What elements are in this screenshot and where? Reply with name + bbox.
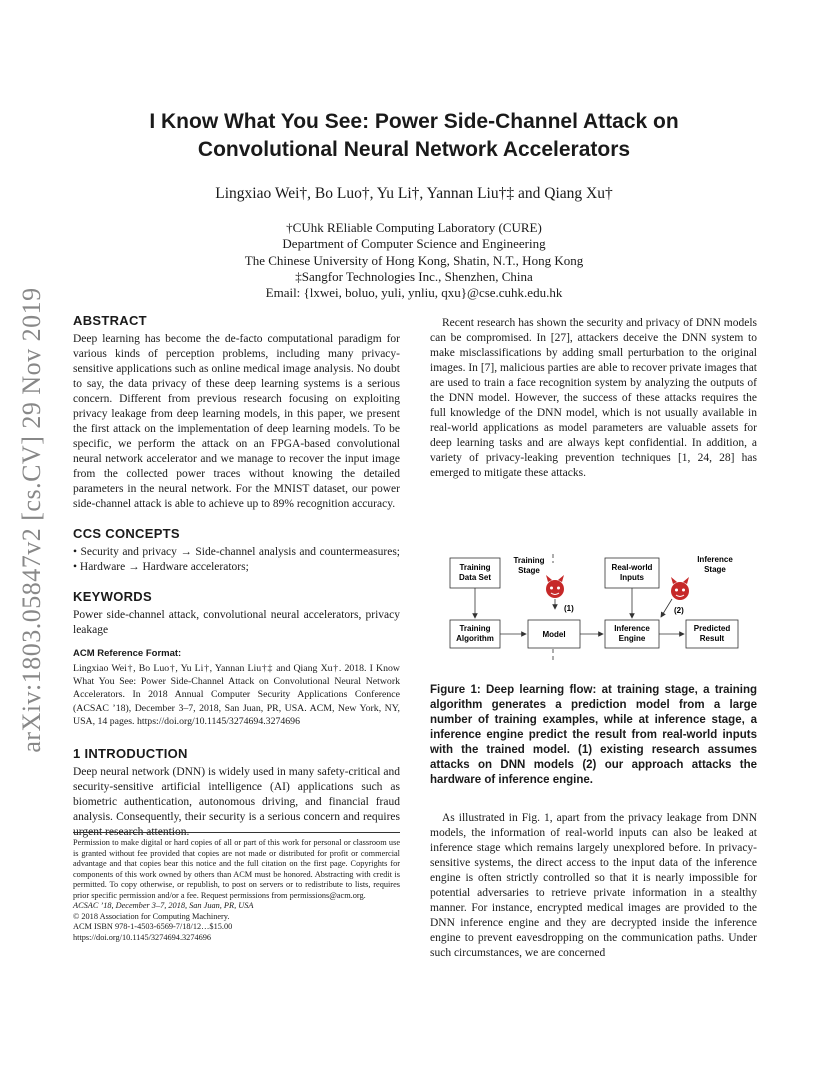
intro-continuation [430,811,757,961]
inference-stage-label: Inference [697,555,733,564]
figure-1-diagram [440,553,770,663]
acm-reference-heading: ACM Reference Format: [73,648,182,659]
inference-engine-label: Inference [614,624,650,633]
svg-text:Stage: Stage [518,566,540,575]
intro-paragraph-2: Recent research has shown the security and privacy of DNN models can be compromised. In [27], attackers deceive the DNN system to make misclassifications by adding small perturbation to the original images. In [7], malicious parties are able to recover private images that are used to train a face recognition system by analyzing the outputs of the DNN model. However, the success of these attacks requires the full knowledge of the DNN model, which is not usually available in real-world applications as model parameters are valuable assets for deep learning tasks and are always kept confidential. In addition, a variety of privacy-leaking prevention techniques [1, 24, 28] has emerged to mitigate these attacks. [430,317,757,479]
authors: Lingxiao Wei†, Bo Luo†, Yu Li†, Yannan Liu†‡ and Qiang Xu† [215,185,613,202]
intro-paragraph-1: Deep neural network (DNN) is widely used in many safety-critical and security-sensitive artificial intelligence (AI) applications such as biometric authentication, autonomous driving, and financial fraud analysis. Consequently, their security is a serious concern and requires urgent research attention. [73,766,400,839]
training-data-set-label: Training [459,563,491,572]
predicted-result-label: Predicted [693,624,731,633]
devil-icon [671,577,689,600]
conference-line: ACSAC ’18, December 3–7, 2018, San Juan, PR, USA [73,901,254,910]
keywords-heading: KEYWORDS [73,589,152,604]
affiliations [0,220,828,301]
svg-text:Data Set: Data Set [458,573,492,582]
affiliation-line: Department of Computer Science and Engineering [282,236,546,252]
title-line-2: Convolutional Neural Network Accelerators [197,138,631,161]
intro-heading: 1 INTRODUCTION [73,746,188,762]
affiliation-line: ‡Sangfor Technologies Inc., Shenzhen, China [295,268,533,284]
marker-1: (1) [564,604,574,613]
intro-paragraph-3: As illustrated in Fig. 1, apart from the privacy leakage from DNN models, the information of real-world inputs can also be leaked at inference stage which remains largely unexplored before. In privacy-sensitive systems, the direct access to the input data of the inference engine is often strictly controlled so that it is nearly impossible for potential adversaries to retrieve private information in a stealthy manner. For instance, encrypted medical images are provided to the DNN inference engine and they are decrypted inside the inference engine to prevent eavesdropping on the communication paths. Under such circumstances, we are concerned [430,812,757,959]
svg-text:Stage: Stage [704,565,726,574]
training-stage-label: Training [513,556,545,565]
training-algorithm-label: Training [459,624,491,633]
svg-text:Engine: Engine [618,634,646,643]
keywords-text: Power side-channel attack, convolutional neural accelerators, privacy leakage [73,609,400,636]
abstract-heading: ABSTRACT [73,313,147,328]
ccs-heading: CCS CONCEPTS [73,526,180,541]
copyright-line: © 2018 Association for Computing Machinery. [73,911,230,921]
permission-text: Permission to make digital or hard copies of all or part of this work for personal or classroom use is granted without fee provided that copies are not made or distributed for profit or commercial advantage and that copies bear this notice and the full citation on the first page. Copyrights for components of this work owned by others than ACM must be honored. Abstracting with credit is permitted. To copy otherwise, or republish, to post on servers or to redistribute to lists, requires prior specific permission and/or a fee. Request permissions from permissions@acm.org. [73,838,400,900]
svg-text:Inputs: Inputs [620,573,644,582]
doi-line: https://doi.org/10.1145/3274694.3274696 [73,932,212,942]
marker-2: (2) [674,606,684,615]
ccs-text: • Security and privacy → Side-channel analysis and countermeasures; • Hardware → Hardware accelerators; [73,546,400,573]
svg-text:Algorithm: Algorithm [456,634,494,643]
copyright-footnote [73,832,400,943]
arxiv-stamp: arXiv:1803.05847v2 [cs.CV] 29 Nov 2019 [17,287,46,753]
right-column [430,316,757,481]
paper-title [0,108,828,164]
isbn-line: ACM ISBN 978-1-4503-6569-7/18/12…$15.00 [73,922,233,931]
svg-text:Result: Result [699,634,725,643]
figure-caption: Figure 1: Deep learning flow: at training stage, a training algorithm generates a prediction model from a large number of training examples, while at inference stage, a inference engine predict the result from real-world inputs with the trained model. (1) existing research assumes attacks on DNN models (2) our approach attacks the hardware of inference engine. [430,684,757,786]
real-world-inputs-label: Real-world [611,563,653,572]
affiliation-line: The Chinese University of Hong Kong, Shatin, N.T., Hong Kong [244,252,584,268]
affiliation-line: †CUhk REliable Computing Laboratory (CURE) [286,220,542,235]
abstract-text: Deep learning has become the de-facto computational paradigm for various kinds of perception problems, including many privacy-sensitive applications such as online medical image analysis. No doubt to say, the data privacy of these deep learning systems is a serious concern. Different from previous research focusing on exploiting privacy leakage from deep learning models, in this paper, we present the first attack on the implementation of deep learning models. To be specific, we perform the attack on an FPGA-based convolutional neural network accelerator and we manage to recover the input image from the collected power traces without knowing the detailed parameters in the neural network. For the MNIST dataset, our power side-channel attack is able to achieve up to 89% recognition accuracy. [73,333,400,510]
affiliation-line: Email: {lxwei, boluo, yuli, ynliu, qxu}@cse.cuhk.edu.hk [265,285,563,301]
arxiv-stamp-container [12,280,52,760]
title-line-1: I Know What You See: Power Side-Channel Attack on [149,110,679,133]
devil-icon [546,575,564,598]
model-label: Model [542,630,566,639]
acm-reference-text: Lingxiao Wei†, Bo Luo†, Yu Li†, Yannan Liu†‡ and Qiang Xu†. 2018. I Know What You See: Power Side-Channel Attack on Convolutional Neural Network Accelerators. In 2018 Annual Computer Security Applications Conference (ACSAC ’18), December 3–7, 2018, San Juan, PR, USA. ACM, New York, NY, USA, 14 pages. https://doi.org/10.1145/3274694.3274696 [73,663,400,727]
left-column [73,313,400,840]
